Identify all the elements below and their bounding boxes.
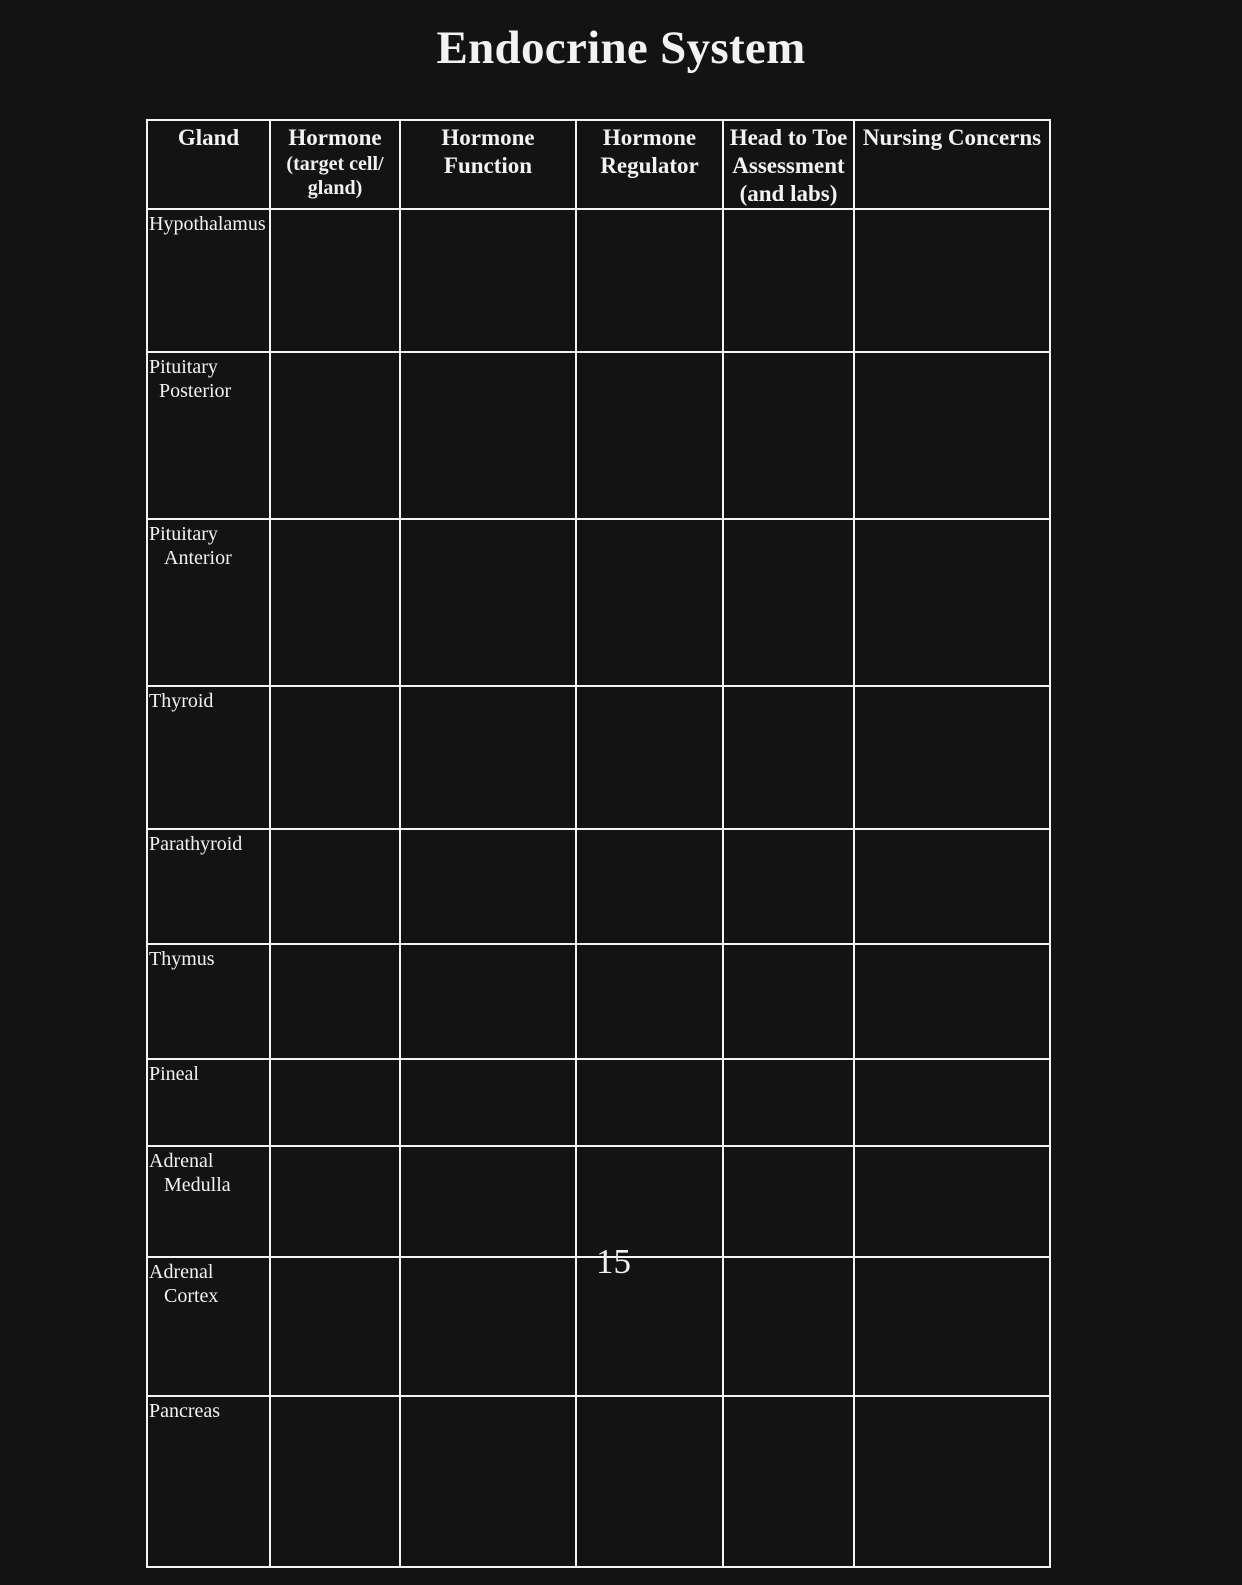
hormone-cell[interactable] <box>270 829 400 944</box>
gland-cell <box>147 519 270 686</box>
gland-cell <box>147 1257 270 1396</box>
gland-subname: Medulla <box>164 1174 231 1196</box>
regulator-cell[interactable] <box>576 944 723 1059</box>
regulator-cell[interactable] <box>576 1146 723 1257</box>
gland-name: Adrenal <box>149 1261 214 1283</box>
table-row <box>147 1396 1050 1567</box>
nursing-cell[interactable] <box>854 209 1050 352</box>
regulator-cell[interactable] <box>576 519 723 686</box>
gland-name: Pituitary <box>149 523 218 545</box>
assessment-cell[interactable] <box>723 944 854 1059</box>
hormone-cell[interactable] <box>270 1396 400 1567</box>
gland-cell <box>147 829 270 944</box>
table-row <box>147 352 1050 519</box>
gland-name: Adrenal <box>149 1150 214 1172</box>
nursing-cell[interactable] <box>854 519 1050 686</box>
gland-name: Parathyroid <box>149 833 243 855</box>
nursing-cell[interactable] <box>854 686 1050 829</box>
function-cell[interactable] <box>400 1257 576 1396</box>
hormone-cell[interactable] <box>270 944 400 1059</box>
assessment-cell[interactable] <box>723 1257 854 1396</box>
assessment-cell[interactable] <box>723 1059 854 1146</box>
gland-cell <box>147 209 270 352</box>
header-nursing-concerns: Nursing Concerns <box>854 120 1050 209</box>
header-row <box>147 120 1050 209</box>
regulator-cell[interactable] <box>576 1059 723 1146</box>
table-row <box>147 519 1050 686</box>
function-cell[interactable] <box>400 1396 576 1567</box>
gland-cell <box>147 686 270 829</box>
function-cell[interactable] <box>400 519 576 686</box>
page-number: 15 <box>596 1242 631 1281</box>
gland-cell <box>147 1146 270 1257</box>
table-row <box>147 1146 1050 1257</box>
table-row <box>147 944 1050 1059</box>
header-hormone-subtitle: (target cell/ gland) <box>286 153 384 199</box>
hormone-cell[interactable] <box>270 519 400 686</box>
function-cell[interactable] <box>400 209 576 352</box>
regulator-cell[interactable] <box>576 209 723 352</box>
hormone-cell[interactable] <box>270 209 400 352</box>
assessment-cell[interactable] <box>723 829 854 944</box>
table-row <box>147 829 1050 944</box>
hormone-cell[interactable] <box>270 352 400 519</box>
assessment-cell[interactable] <box>723 209 854 352</box>
table-row <box>147 1059 1050 1146</box>
hormone-cell[interactable] <box>270 1146 400 1257</box>
gland-cell <box>147 1059 270 1146</box>
nursing-cell[interactable] <box>854 944 1050 1059</box>
nursing-cell[interactable] <box>854 1257 1050 1396</box>
gland-name: Thymus <box>149 948 215 970</box>
gland-name: Pineal <box>149 1063 199 1085</box>
gland-name: Thyroid <box>149 690 214 712</box>
regulator-cell[interactable] <box>576 686 723 829</box>
assessment-cell[interactable] <box>723 1146 854 1257</box>
function-cell[interactable] <box>400 1059 576 1146</box>
function-cell[interactable] <box>400 944 576 1059</box>
gland-name: Pancreas <box>149 1400 221 1422</box>
nursing-cell[interactable] <box>854 1059 1050 1146</box>
endocrine-worksheet-table <box>146 119 1051 1568</box>
header-hormone: Hormone (target cell/ gland) <box>270 120 400 209</box>
gland-name: Pituitary <box>149 356 218 378</box>
header-hormone-regulator: Hormone Regulator <box>576 120 723 209</box>
gland-cell <box>147 352 270 519</box>
gland-subname: Cortex <box>164 1285 219 1307</box>
gland-cell <box>147 944 270 1059</box>
table-row <box>147 686 1050 829</box>
hormone-cell[interactable] <box>270 1257 400 1396</box>
function-cell[interactable] <box>400 1146 576 1257</box>
table-row <box>147 209 1050 352</box>
regulator-cell[interactable] <box>576 1396 723 1567</box>
gland-subname: Posterior <box>159 380 232 402</box>
assessment-cell[interactable] <box>723 686 854 829</box>
regulator-cell[interactable] <box>576 829 723 944</box>
function-cell[interactable] <box>400 352 576 519</box>
assessment-cell[interactable] <box>723 1396 854 1567</box>
function-cell[interactable] <box>400 686 576 829</box>
function-cell[interactable] <box>400 829 576 944</box>
header-gland: Gland <box>147 120 270 209</box>
header-head-to-toe-assessment: Head to Toe Assessment (and labs) <box>723 120 854 209</box>
header-hormone-function: Hormone Function <box>400 120 576 209</box>
hormone-cell[interactable] <box>270 686 400 829</box>
assessment-cell[interactable] <box>723 352 854 519</box>
nursing-cell[interactable] <box>854 1146 1050 1257</box>
page-title: Endocrine System <box>436 22 806 74</box>
gland-name: Hypothalamus <box>149 213 266 235</box>
hormone-cell[interactable] <box>270 1059 400 1146</box>
nursing-cell[interactable] <box>854 352 1050 519</box>
gland-cell <box>147 1396 270 1567</box>
gland-subname: Anterior <box>164 547 232 569</box>
nursing-cell[interactable] <box>854 1396 1050 1567</box>
nursing-cell[interactable] <box>854 829 1050 944</box>
assessment-cell[interactable] <box>723 519 854 686</box>
regulator-cell[interactable] <box>576 352 723 519</box>
